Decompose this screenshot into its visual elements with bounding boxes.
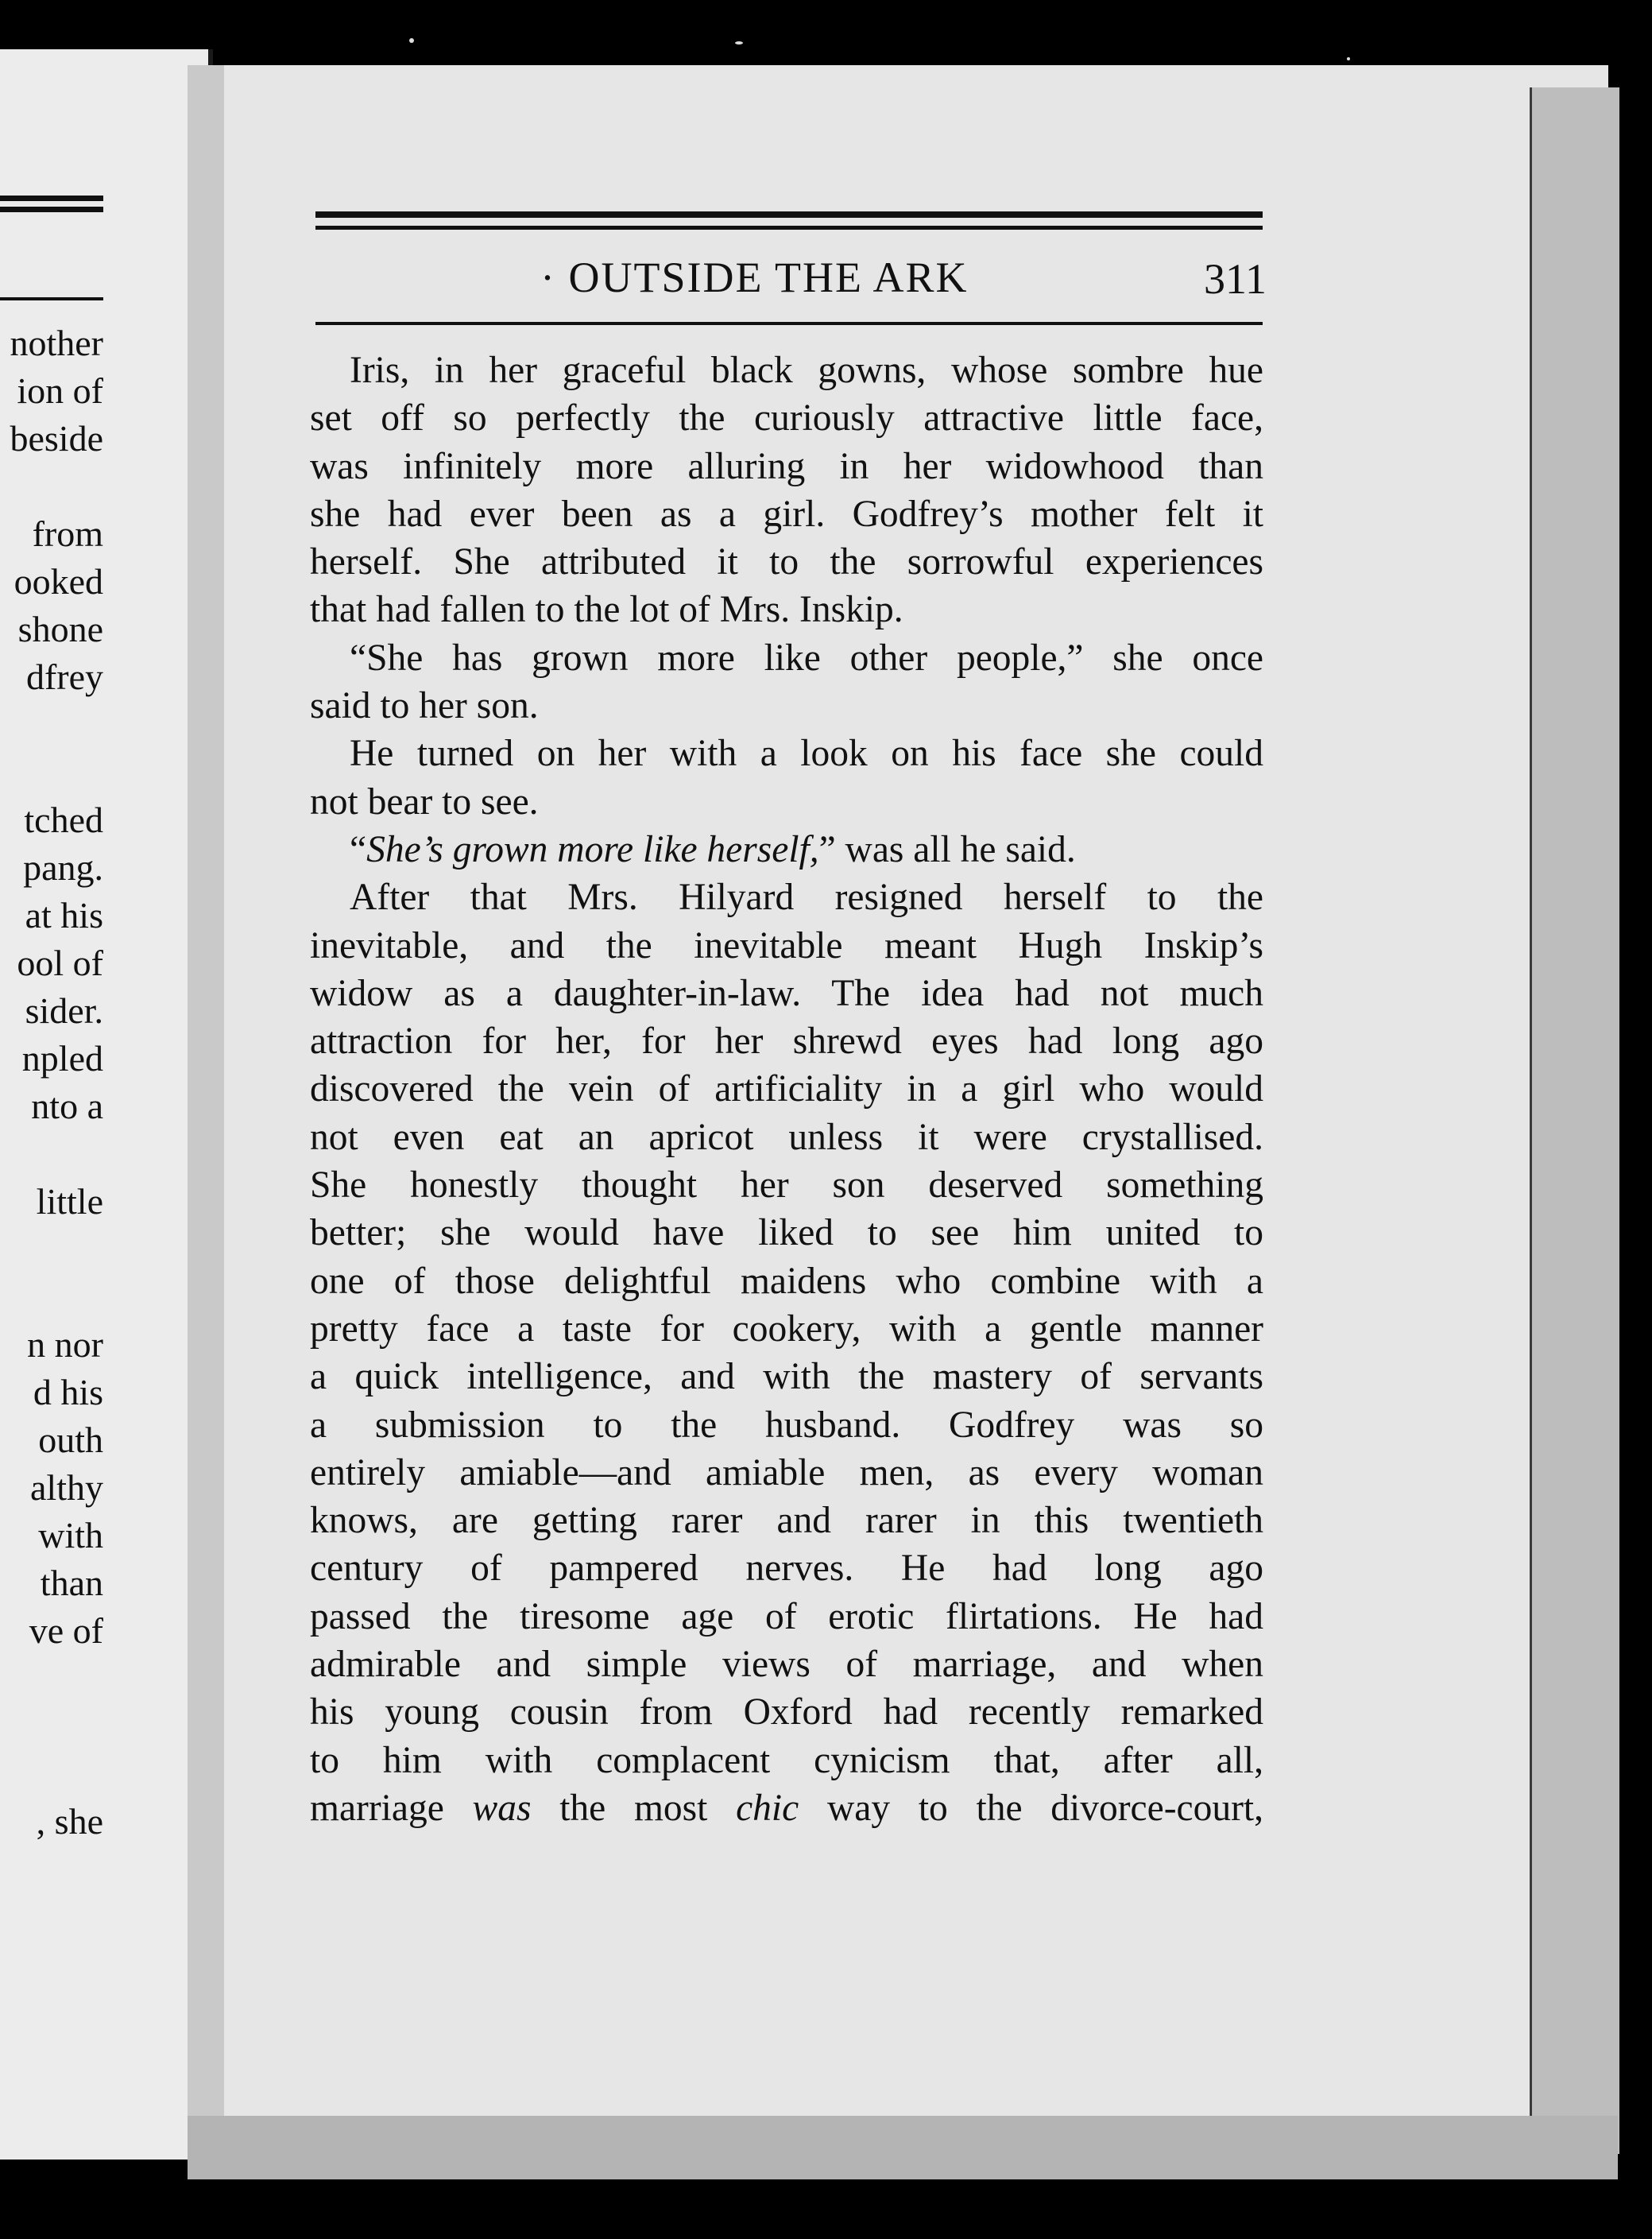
text-line: set off so perfectly the curiously attractive little face, xyxy=(310,397,1263,440)
text-line: discovered the vein of artificiality in a girl who would xyxy=(310,1068,1263,1110)
text-line: was infinitely more alluring in her widowhood than xyxy=(310,445,1263,487)
quote-open: “ xyxy=(350,828,367,870)
left-line-fragment: outh xyxy=(38,1420,103,1460)
header-double-rule xyxy=(315,226,1263,230)
left-line-fragment: ion of xyxy=(17,370,103,411)
page-bottom-edge xyxy=(188,2116,1618,2179)
text-line: not even eat an apricot unless it were crystallised. xyxy=(310,1116,1263,1158)
quote-line xyxy=(310,826,1263,874)
text-line: not bear to see. xyxy=(310,781,539,823)
book-gutter xyxy=(188,65,227,2163)
scan-speck xyxy=(1347,57,1350,60)
left-line-fragment: shone xyxy=(17,609,103,649)
text-line: a quick intelligence, and with the mastery of servants xyxy=(310,1356,1263,1398)
quote-close: ” was all he said. xyxy=(818,828,1076,870)
text-line: said to her son. xyxy=(310,685,539,727)
text-line: his young cousin from Oxford had recently remarked xyxy=(310,1691,1263,1733)
left-line-fragment: from xyxy=(32,513,103,554)
left-line-fragment: than xyxy=(40,1563,103,1603)
left-line-fragment: tched xyxy=(24,800,103,840)
text-line: knows, are getting rarer and rarer in this twentieth xyxy=(310,1500,1263,1542)
left-line-fragment: beside xyxy=(10,418,103,459)
text-line: that had fallen to the lot of Mrs. Inskip. xyxy=(310,589,903,631)
left-line-fragment: ool of xyxy=(17,943,103,983)
text-line: one of those delightful maidens who combine with a xyxy=(310,1260,1263,1302)
left-line-fragment: , she xyxy=(36,1801,103,1842)
last-line-italic: chic xyxy=(736,1787,799,1829)
text-line: century of pampered nerves. He had long ago xyxy=(310,1548,1263,1590)
text-line: “She has grown more like other people,” she once xyxy=(350,637,1263,679)
left-line-fragment: npled xyxy=(21,1038,103,1079)
left-line-fragment: nto a xyxy=(31,1086,103,1126)
left-facing-page xyxy=(0,49,213,2160)
text-line: Iris, in her graceful black gowns, whose sombre hue xyxy=(350,350,1263,391)
left-line-fragment: d his xyxy=(33,1372,103,1412)
last-line-italic: was xyxy=(472,1787,532,1829)
page-number: 311 xyxy=(1204,255,1267,303)
running-head-title: · OUTSIDE THE ARK xyxy=(540,254,969,301)
left-line-fragment: at his xyxy=(25,895,103,935)
text-line: better; she would have liked to see him united to xyxy=(310,1212,1263,1254)
header-underline-rule xyxy=(315,322,1263,325)
text-line: a submission to the husband. Godfrey was so xyxy=(310,1404,1263,1446)
left-line-fragment: sider. xyxy=(25,990,103,1031)
left-line-fragment: little xyxy=(36,1181,103,1222)
text-line: pretty face a taste for cookery, with a gentle manner xyxy=(310,1307,1263,1350)
text-line: she had ever been as a girl. Godfrey’s mother felt it xyxy=(310,493,1263,535)
text-line: inevitable, and the inevitable meant Hugh Inskip’s xyxy=(310,924,1263,966)
page-edge-shadow xyxy=(1530,87,1619,2154)
left-line-fragment: n nor xyxy=(27,1324,103,1365)
scan-speck xyxy=(409,38,414,43)
text-line: She honestly thought her son deserved something xyxy=(310,1164,1263,1207)
last-text-line xyxy=(310,1784,1263,1832)
quote-italic: She’s grown more like herself, xyxy=(366,828,819,870)
text-line: attraction for her, for her shrewd eyes had long ago xyxy=(310,1021,1263,1063)
text-line: herself. She attributed it to the sorrowful experiences xyxy=(310,541,1263,583)
left-header-rule xyxy=(0,207,103,212)
body-text xyxy=(310,347,1263,1832)
text-line: widow as a daughter-in-law. The idea had not much xyxy=(310,972,1263,1014)
text-line: He turned on her with a look on his face she could xyxy=(350,733,1263,775)
text-line: After that Mrs. Hilyard resigned herself to the xyxy=(350,877,1263,919)
left-header-rule xyxy=(0,297,103,300)
text-line: admirable and simple views of marriage, and when xyxy=(310,1644,1263,1686)
text-line: entirely amiable—and amiable men, as every woman xyxy=(310,1451,1263,1493)
left-line-fragment: dfrey xyxy=(25,657,103,697)
left-line-fragment: ve of xyxy=(29,1610,103,1651)
left-line-fragment: pang. xyxy=(23,847,103,888)
last-line-part: way to the divorce-court, xyxy=(799,1787,1263,1829)
left-line-fragment: with xyxy=(38,1515,103,1555)
left-line-fragment: ooked xyxy=(14,561,103,602)
left-line-fragment: nother xyxy=(10,323,103,363)
last-line-part: the most xyxy=(531,1787,737,1829)
scan-speck xyxy=(735,41,743,45)
text-line: to him with complacent cynicism that, after all, xyxy=(310,1739,1263,1781)
left-header-rule xyxy=(0,196,103,201)
text-line: passed the tiresome age of erotic flirtations. He had xyxy=(310,1595,1263,1637)
header-double-rule xyxy=(315,211,1263,218)
last-line-part: marriage xyxy=(310,1787,473,1829)
left-line-fragment: althy xyxy=(30,1467,103,1508)
